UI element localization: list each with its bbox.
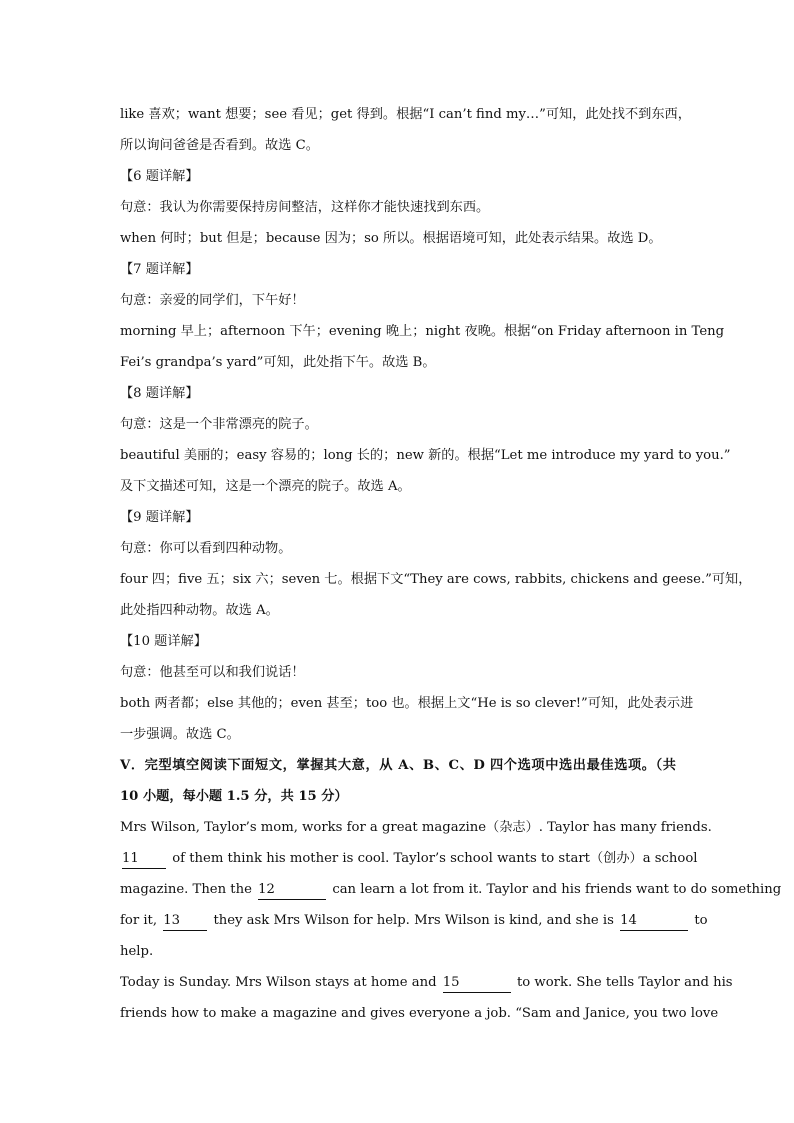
text-line: Fei’s grandpa’s yard”可知，此处指下午。故选 B。 xyxy=(120,355,436,370)
text-line: 句意：这是一个非常漂亮的院子。 xyxy=(120,417,318,432)
text-line: 句意：我认为你需要保持房间整洁，这样你才能快速找到东西。 xyxy=(120,200,490,215)
passage-line: help. xyxy=(120,944,154,959)
section-title: 10 小题，每小题 1.5 分，共 15 分） xyxy=(120,789,348,804)
blank-13[interactable]: 13 xyxy=(163,912,207,931)
blank-15[interactable]: 15 xyxy=(443,974,511,993)
text-line: beautiful 美丽的；easy 容易的；long 长的；new 新的。根据“Let me introduce my yard to you.” xyxy=(120,448,731,463)
passage-line: for it, 13 they ask Mrs Wilson for help. Mrs Wilson is kind, and she is 14 to xyxy=(120,905,676,936)
text-line: when 何时；but 但是；because 因为；so 所以。根据语境可知，此处表示结果。故选 D。 xyxy=(120,231,662,246)
text-line: 一步强调。故选 C。 xyxy=(120,727,240,742)
passage-line: friends how to make a magazine and gives everyone a job. “Sam and Janice, you two love xyxy=(120,1006,719,1021)
text-line: 句意：他甚至可以和我们说话！ xyxy=(120,665,305,680)
text-line: morning 早上；afternoon 下午；evening 晚上；night 夜晚。根据“on Friday afternoon in Teng xyxy=(120,324,725,339)
section-heading: 【10 题详解】 xyxy=(120,634,207,649)
text-line: 及下文描述可知，这是一个漂亮的院子。故选 A。 xyxy=(120,479,411,494)
text-line: both 两者都；else 其他的；even 甚至；too 也。根据上文“He is so clever!”可知，此处表示进 xyxy=(120,696,694,711)
blank-12[interactable]: 12 xyxy=(258,881,326,900)
blank-14[interactable]: 14 xyxy=(620,912,688,931)
blank-11[interactable]: 11 xyxy=(122,850,166,869)
text-line: 句意：你可以看到四种动物。 xyxy=(120,541,292,556)
text-line: like 喜欢；want 想要；see 看见；get 得到。根据“I can’t find my…”可知，此处找不到东西， xyxy=(120,107,691,122)
passage-line: Today is Sunday. Mrs Wilson stays at home and 15 to work. She tells Taylor and his xyxy=(120,967,676,998)
text-line: 所以询问爸爸是否看到。故选 C。 xyxy=(120,138,319,153)
text-line: 此处指四种动物。故选 A。 xyxy=(120,603,279,618)
section-heading: 【7 题详解】 xyxy=(120,262,199,277)
document-page xyxy=(120,99,782,1029)
section-heading: 【6 题详解】 xyxy=(120,169,199,184)
text-line: four 四；five 五；six 六；seven 七。根据下文“They are cows, rabbits, chickens and geese.”可知， xyxy=(120,572,752,587)
passage-line: Mrs Wilson, Taylor’s mom, works for a great magazine（杂志）. Taylor has many friends. xyxy=(120,820,712,835)
passage-line: 11 of them think his mother is cool. Taylor’s school wants to start（创办）a school xyxy=(120,843,676,874)
section-heading: 【9 题详解】 xyxy=(120,510,199,525)
text-line: 句意：亲爱的同学们，下午好！ xyxy=(120,293,305,308)
section-heading: 【8 题详解】 xyxy=(120,386,199,401)
passage-line: magazine. Then the 12 can learn a lot from it. Taylor and his friends want to do something xyxy=(120,874,676,905)
section-title: Ⅴ．完型填空阅读下面短文，掌握其大意，从 A、B、C、D 四个选项中选出最佳选项。（共 xyxy=(120,758,676,773)
